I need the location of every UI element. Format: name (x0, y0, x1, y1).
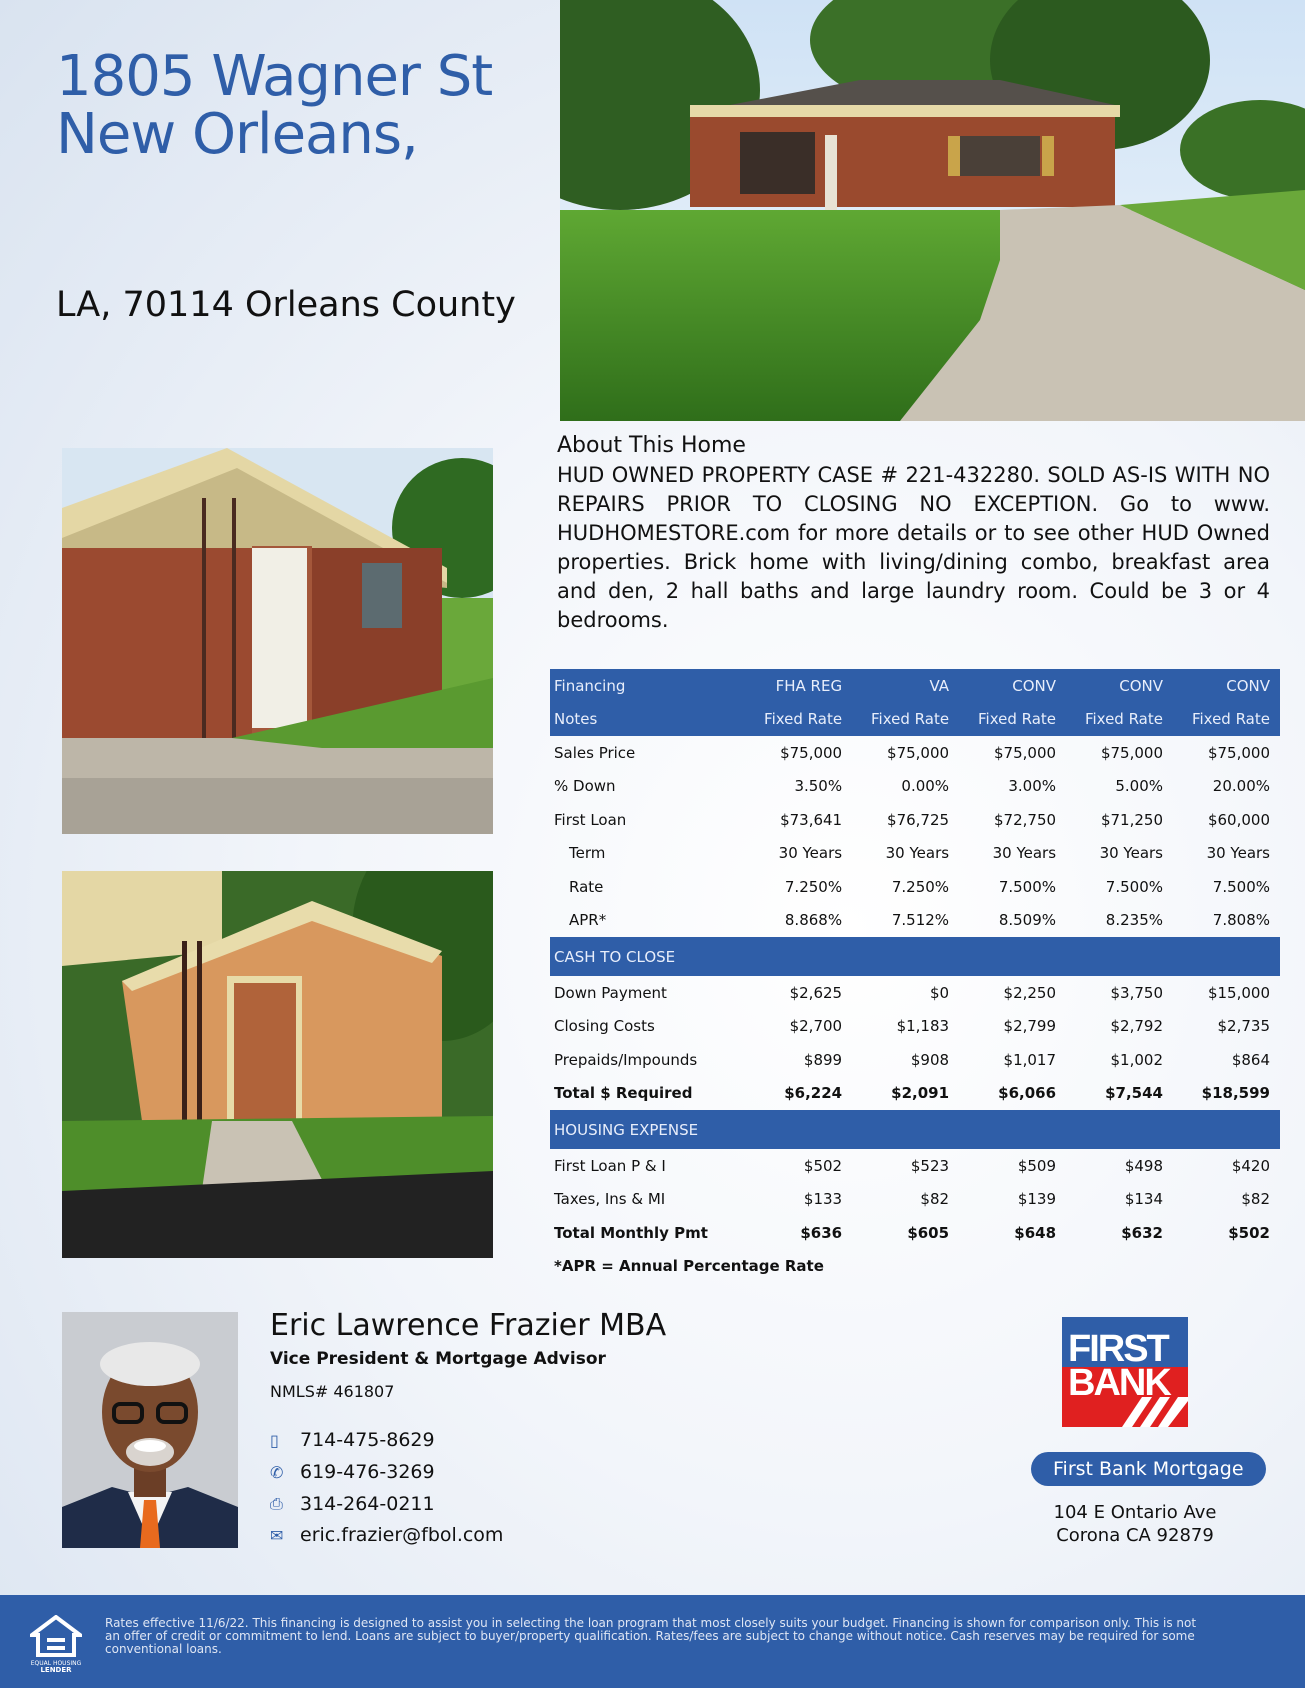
contact-mobile[interactable] (270, 1429, 435, 1451)
table-cell: VA (852, 669, 959, 703)
table-row (550, 904, 1280, 938)
table-cell: 7.250% (891, 877, 950, 896)
table-cell: 8.868% (784, 911, 843, 930)
table-cell: $1,002 (1110, 1050, 1163, 1069)
table-cell: 7.500% (1212, 877, 1270, 896)
first-bank-logo (1062, 1317, 1188, 1427)
table-cell: Prepaids/Impounds (554, 1050, 698, 1069)
table-cell: $75,000 (887, 743, 950, 762)
table-cell: $76,725 (887, 810, 950, 829)
apr-note: *APR = Annual Percentage Rate (554, 1257, 824, 1275)
table-cell: Sales Price (554, 743, 636, 762)
contact-fax[interactable] (270, 1493, 435, 1515)
mobile-icon: ▯ (270, 1430, 279, 1450)
agent-name: Eric Lawrence Frazier MBA (270, 1308, 667, 1343)
table-cell: 7.512% (891, 911, 950, 930)
porch-photo (62, 448, 493, 834)
table-cell: Total Monthly Pmt (554, 1223, 708, 1242)
table-cell: $6,066 (998, 1084, 1057, 1103)
bank-name-badge[interactable]: First Bank Mortgage (1031, 1452, 1266, 1486)
table-cell: CONV (959, 669, 1066, 703)
email-icon: ✉ (270, 1525, 284, 1545)
table-cell: $2,091 (891, 1084, 950, 1103)
table-cell: 7.250% (784, 877, 843, 896)
table-cell: $2,700 (789, 1017, 843, 1036)
table-cell: $75,000 (780, 743, 843, 762)
table-cell: $75,000 (994, 743, 1057, 762)
table-cell: APR* (569, 911, 607, 930)
table-cell: Fixed Rate (852, 703, 959, 737)
table-row (550, 870, 1280, 904)
table-cell: $0 (929, 983, 950, 1002)
table-cell: $72,750 (994, 810, 1057, 829)
table-cell: $605 (907, 1223, 950, 1242)
table-header-row (550, 703, 1280, 737)
table-cell: Fixed Rate (1066, 703, 1173, 737)
table-cell: $15,000 (1207, 983, 1270, 1002)
table-cell: $864 (1231, 1050, 1270, 1069)
table-cell: $7,544 (1105, 1084, 1163, 1103)
table-cell: 30 Years (1206, 844, 1270, 863)
table-cell: $498 (1124, 1156, 1163, 1175)
table-cell: $134 (1124, 1190, 1163, 1209)
table-cell: 5.00% (1115, 777, 1163, 796)
table-cell: $523 (910, 1156, 950, 1175)
table-cell: $133 (803, 1190, 843, 1209)
section-heading: HOUSING EXPENSE (550, 1110, 1280, 1149)
agent-title: Vice President & Mortgage Advisor (270, 1349, 606, 1369)
table-cell: 3.50% (794, 777, 843, 796)
table-cell: $908 (910, 1050, 950, 1069)
table-cell: 30 Years (1099, 844, 1163, 863)
table-cell: 30 Years (885, 844, 950, 863)
table-cell: Taxes, Ins & MI (554, 1190, 666, 1209)
financing-table (550, 669, 1280, 1250)
logo-line1: FIRST (1068, 1328, 1168, 1370)
disclaimer: Rates effective 11/6/22. This financing is designed to assist you in selecting the loan program that most closely suits your budget. Financing is shown for comparison only. This is not an offer of credit or commitment to lend. Loans are subject to buyer/property qualification. Rates/fees are subject to change without notice. Cash reserves may be required for some conventional loans. (105, 1616, 1197, 1656)
property-title (56, 44, 493, 167)
table-cell: $1,183 (896, 1017, 950, 1036)
table-cell: $502 (1228, 1223, 1270, 1242)
table-row (550, 1183, 1280, 1217)
table-cell: $75,000 (1207, 743, 1270, 762)
table-cell: Fixed Rate (959, 703, 1066, 737)
table-cell: 30 Years (992, 844, 1057, 863)
table-cell: $632 (1121, 1223, 1163, 1242)
table-row (550, 1043, 1280, 1077)
table-row (550, 770, 1280, 804)
table-cell: Rate (569, 877, 604, 896)
phone-number: 619-476-3269 (300, 1461, 435, 1483)
shed-photo (62, 871, 493, 1258)
table-cell: Term (569, 844, 606, 863)
table-cell: 0.00% (901, 777, 950, 796)
table-cell: $502 (803, 1156, 843, 1175)
table-cell: $18,599 (1201, 1084, 1270, 1103)
bank-address (1040, 1501, 1230, 1547)
table-cell: $1,017 (1003, 1050, 1057, 1069)
table-row (550, 1010, 1280, 1044)
table-cell: $60,000 (1207, 810, 1270, 829)
table-cell: Notes (550, 703, 745, 737)
footer-bar (0, 1595, 1305, 1688)
table-cell: $3,750 (1110, 983, 1163, 1002)
contact-email[interactable] (270, 1524, 503, 1546)
table-cell: CONV (1066, 669, 1173, 703)
table-cell: $75,000 (1100, 743, 1163, 762)
fax-icon: ⎙ (270, 1494, 283, 1513)
table-cell: 8.509% (998, 911, 1057, 930)
table-row (550, 1149, 1280, 1183)
table-cell: Fixed Rate (745, 703, 852, 737)
table-row (550, 803, 1280, 837)
table-cell: $899 (803, 1050, 843, 1069)
phone-icon: ✆ (270, 1462, 284, 1482)
table-cell: $2,799 (1003, 1017, 1057, 1036)
table-cell: CONV (1173, 669, 1280, 703)
address-line3: LA, 70114 Orleans County (56, 285, 516, 325)
table-cell: 20.00% (1212, 777, 1270, 796)
table-row (550, 976, 1280, 1010)
ehl-line2: LENDER (40, 1666, 72, 1673)
logo-line2: BANK (1068, 1362, 1170, 1404)
cash-to-close-header (550, 937, 1280, 976)
main-house-photo (560, 0, 1305, 421)
table-header-row (550, 669, 1280, 703)
about-body: HUD OWNED PROPERTY CASE # 221-432280. SOLD AS-IS WITH NO REPAIRS PRIOR TO CLOSING NO EXCEPTION. Go to www. HUDHOMESTORE.com for more details or to see other HUD Owned properties. Brick home with living/dining combo, breakfast area and den, 2 hall baths and large laundry room. Could be 3 or 4 bedrooms. (557, 463, 1270, 632)
table-row (550, 736, 1280, 770)
agent-headshot (62, 1312, 238, 1548)
table-cell: $420 (1231, 1156, 1270, 1175)
bank-address-line2: Corona CA 92879 (1056, 1525, 1214, 1546)
table-cell: Down Payment (554, 983, 667, 1002)
table-cell: Financing (550, 669, 745, 703)
email-address: eric.frazier@fbol.com (300, 1524, 504, 1546)
table-cell: $73,641 (780, 810, 843, 829)
table-cell: 30 Years (778, 844, 843, 863)
table-cell: $71,250 (1100, 810, 1163, 829)
fax-number: 314-264-0211 (300, 1493, 435, 1515)
table-row (550, 1216, 1280, 1250)
agent-nmls: NMLS# 461807 (270, 1382, 395, 1401)
table-cell: Closing Costs (554, 1017, 655, 1036)
table-cell: Fixed Rate (1173, 703, 1280, 737)
table-cell: $636 (800, 1223, 843, 1242)
table-cell: 7.808% (1212, 911, 1270, 930)
table-cell: $648 (1014, 1223, 1057, 1242)
table-cell: 7.500% (998, 877, 1057, 896)
table-cell: FHA REG (745, 669, 852, 703)
section-heading: CASH TO CLOSE (550, 937, 1280, 976)
table-cell: $82 (1241, 1190, 1270, 1209)
table-cell: $2,792 (1110, 1017, 1163, 1036)
table-row (550, 1077, 1280, 1111)
table-cell: $139 (1017, 1190, 1057, 1209)
address-line2: New Orleans, (56, 102, 418, 167)
ehl-line1: EQUAL HOUSING (30, 1660, 82, 1667)
housing-expense-header (550, 1110, 1280, 1149)
table-cell: $6,224 (784, 1084, 843, 1103)
equal-housing-icon (30, 1615, 82, 1673)
table-cell: First Loan (554, 810, 627, 829)
table-cell: $2,250 (1003, 983, 1057, 1002)
table-cell: $2,735 (1217, 1017, 1270, 1036)
table-cell: $2,625 (789, 983, 843, 1002)
bank-address-line1: 104 E Ontario Ave (1053, 1502, 1217, 1523)
table-cell: 8.235% (1105, 911, 1163, 930)
table-cell: 3.00% (1008, 777, 1057, 796)
table-cell: Total $ Required (554, 1084, 693, 1103)
table-cell: $82 (920, 1190, 950, 1209)
table-cell: $509 (1017, 1156, 1057, 1175)
table-cell: 7.500% (1105, 877, 1163, 896)
table-cell: First Loan P & I (554, 1156, 666, 1175)
about-heading: About This Home (557, 433, 746, 458)
table-row (550, 837, 1280, 871)
contact-phone[interactable] (270, 1461, 435, 1483)
address-line1: 1805 Wagner St (56, 44, 493, 109)
mobile-number: 714-475-8629 (300, 1429, 435, 1451)
table-cell: % Down (554, 777, 616, 796)
